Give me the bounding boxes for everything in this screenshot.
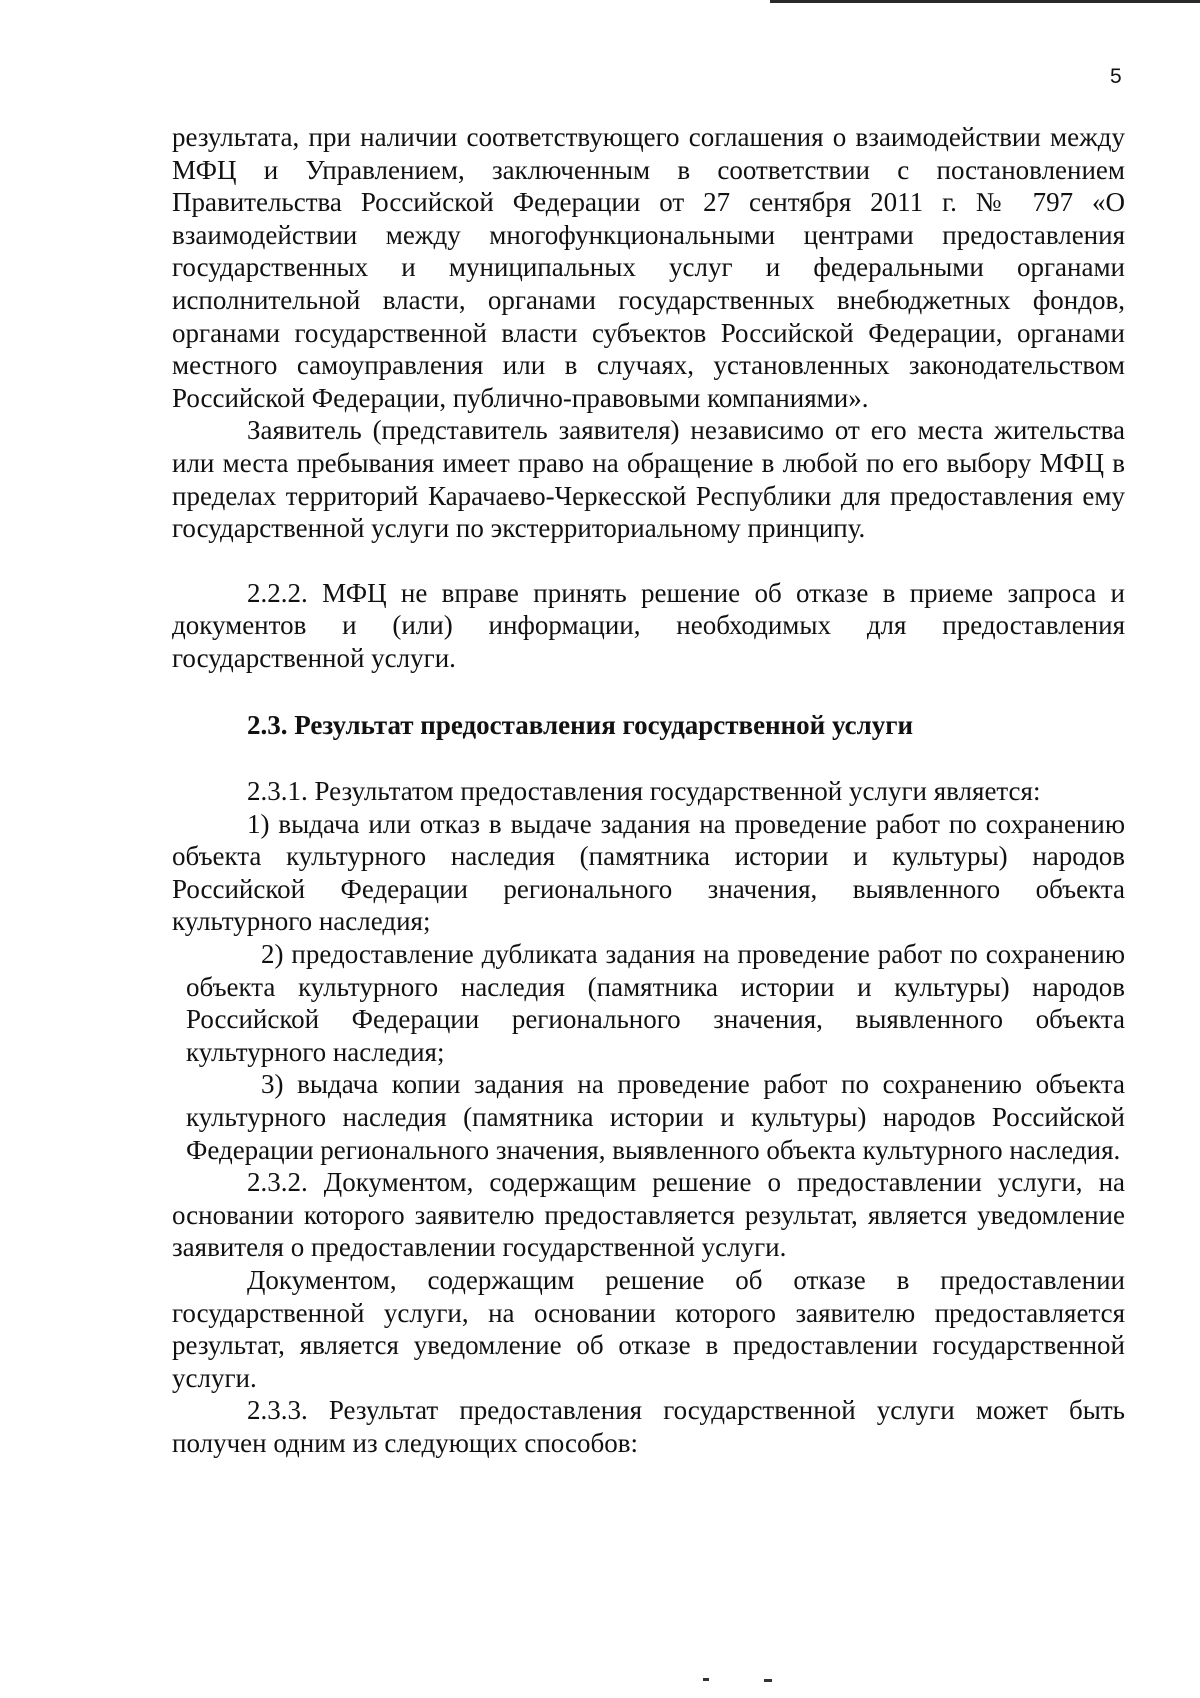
paragraph-2-3-2: 2.3.2. Документом, содержащим решение о предоставлении услуги, на основании которого заявителю предоставляется результат, является уведомление заявителя о предоставлении государственной услуги. (172, 1167, 1125, 1263)
list-item-3: 3) выдача копии задания на проведение работ по сохранению объекта культурного наследия (памятника истории и культуры) народов Российской Федерации регионального значения, выявленного объекта культурного наследия. (186, 1069, 1125, 1165)
scan-dash-mark (703, 1678, 709, 1681)
paragraph-mfc-agreement: результата, при наличии соответствующего соглашения о взаимодействии между МФЦ и Управлением, заключенным в соответствии с постановлением Правительства Российской Федерации от 27 сентября 2011 г. № 797 «О взаимодействии между многофункциональными центрами предоставления государственных и муниципальных услуг и федеральными органами исполнительной власти, органами государственных внебюджетных фондов, органами государственной власти субъектов Российской Федерации, органами местного самоуправления или в случаях, установленных законодательством Российской Федерации, публично-правовыми компаниями». (172, 122, 1125, 413)
document-body (172, 121, 1125, 1460)
spacer (172, 545, 1125, 577)
spacer (172, 741, 1125, 775)
scan-edge-line (770, 0, 1200, 3)
paragraph-2-2-2: 2.2.2. МФЦ не вправе принять решение об отказе в приеме запроса и документов и (или) информации, необходимых для предоставления государственной услуги. (172, 577, 1125, 673)
page-number: 5 (1110, 65, 1122, 88)
paragraph-2-3-3: 2.3.3. Результат предоставления государственной услуги может быть получен одним из следующих способов: (172, 1395, 1125, 1458)
paragraph-2-3-1: 2.3.1. Результатом предоставления государственной услуги является: (247, 776, 1041, 807)
paragraph-applicant-rights: Заявитель (представитель заявителя) независимо от его места жительства или места пребывания имеет право на обращение в любой по его выбору МФЦ в пределах территорий Карачаево-Черкесской Республики для предоставления ему государственной услуги по экстерриториальному принципу. (172, 415, 1125, 544)
scan-dash-mark (764, 1679, 772, 1682)
paragraph-refusal-document: Документом, содержащим решение об отказе в предоставлении государственной услуги, на основании которого заявителю предоставляется результат, является уведомление об отказе в предоставлении государственной услуги. (172, 1265, 1125, 1393)
spacer (172, 675, 1125, 709)
section-title-2-3: 2.3. Результат предоставления государственной услуги (247, 709, 914, 740)
list-item-1: 1) выдача или отказ в выдаче задания на проведение работ по сохранению объекта культурного наследия (памятника истории и культуры) народов Российской Федерации регионального значения, выявленного объекта культурного наследия; (172, 808, 1125, 937)
list-item-2: 2) предоставление дубликата задания на проведение работ по сохранению объекта культурного наследия (памятника истории и культуры) народов Российской Федерации регионального значения, выявленного объекта культурного наследия; (186, 939, 1125, 1067)
